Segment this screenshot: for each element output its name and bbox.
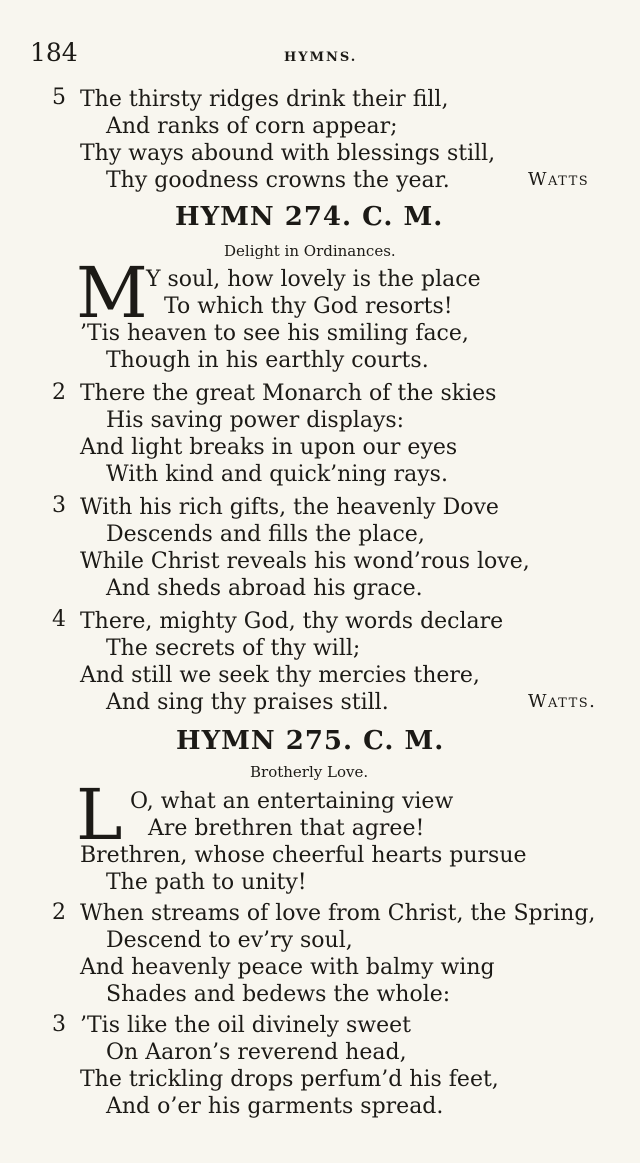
verse-line: With his rich gifts, the heavenly Dove [80, 495, 499, 520]
verse-line: His saving power displays: [106, 408, 405, 433]
verse-line: ’Tis like the oil divinely sweet [80, 1013, 411, 1038]
verse-line: On Aaron’s reverend head, [106, 1040, 407, 1065]
verse-line: Shades and bedews the whole: [106, 982, 451, 1007]
verse-line: Descends and fills the place, [106, 522, 425, 547]
hymn-title: HYMN 274. C. M. [175, 202, 444, 232]
verse-line: And still we seek thy mercies there, [80, 663, 480, 688]
verse-line: And o’er his garments spread. [106, 1094, 444, 1119]
verse-line: And light breaks in upon our eyes [80, 435, 458, 460]
hymn-title: HYMN 275. C. M. [176, 726, 445, 756]
verse-number: 3 [52, 1012, 66, 1037]
verse-number: 4 [52, 607, 66, 632]
page-number: 184 [30, 38, 78, 67]
verse-line: The thirsty ridges drink their fill, [80, 87, 449, 112]
drop-cap: M [76, 252, 148, 334]
verse-line: Brethren, whose cheerful hearts pursue [80, 843, 527, 868]
verse-number: 5 [52, 85, 66, 110]
verse-line: Y soul, how lovely is the place [146, 267, 481, 292]
verse-line: The path to unity! [106, 870, 307, 895]
verse-line: With kind and quick’ning rays. [106, 462, 448, 487]
verse-line: To which thy God resorts! [164, 294, 453, 319]
verse-line: And ranks of corn appear; [106, 114, 398, 139]
verse-line: The trickling drops perfum’d his feet, [80, 1067, 499, 1092]
author-attribution: Watts. [528, 691, 597, 712]
verse-line: There, mighty God, thy words declare [80, 609, 504, 634]
author-attribution: Watts [528, 169, 590, 190]
verse-line: Thy goodness crowns the year. [106, 168, 450, 193]
verse-line: The secrets of thy will; [106, 636, 361, 661]
verse-line: And sheds abroad his grace. [106, 576, 423, 601]
verse-line: And heavenly peace with balmy wing [80, 955, 495, 980]
verse-number: 2 [52, 380, 66, 405]
verse-line: When streams of love from Christ, the Spring, [80, 901, 596, 926]
verse-line: O, what an entertaining view [130, 789, 454, 814]
verse-number: 2 [52, 900, 66, 925]
verse-line: There the great Monarch of the skies [80, 381, 497, 406]
verse-line: And sing thy praises still. [106, 690, 389, 715]
verse-line: Thy ways abound with blessings still, [80, 141, 496, 166]
verse-line: Though in his earthly courts. [106, 348, 429, 373]
drop-cap: L [76, 774, 123, 856]
verse-line: ’Tis heaven to see his smiling face, [80, 321, 469, 346]
verse-line: Descend to ev’ry soul, [106, 928, 353, 953]
verse-number: 3 [52, 493, 66, 518]
verse-line: While Christ reveals his wond’rous love, [80, 549, 530, 574]
running-title: HYMNS. [284, 50, 358, 65]
hymn-subtitle: Brotherly Love. [250, 763, 369, 781]
hymn-subtitle: Delight in Ordinances. [224, 242, 396, 260]
verse-line: Are brethren that agree! [148, 816, 425, 841]
